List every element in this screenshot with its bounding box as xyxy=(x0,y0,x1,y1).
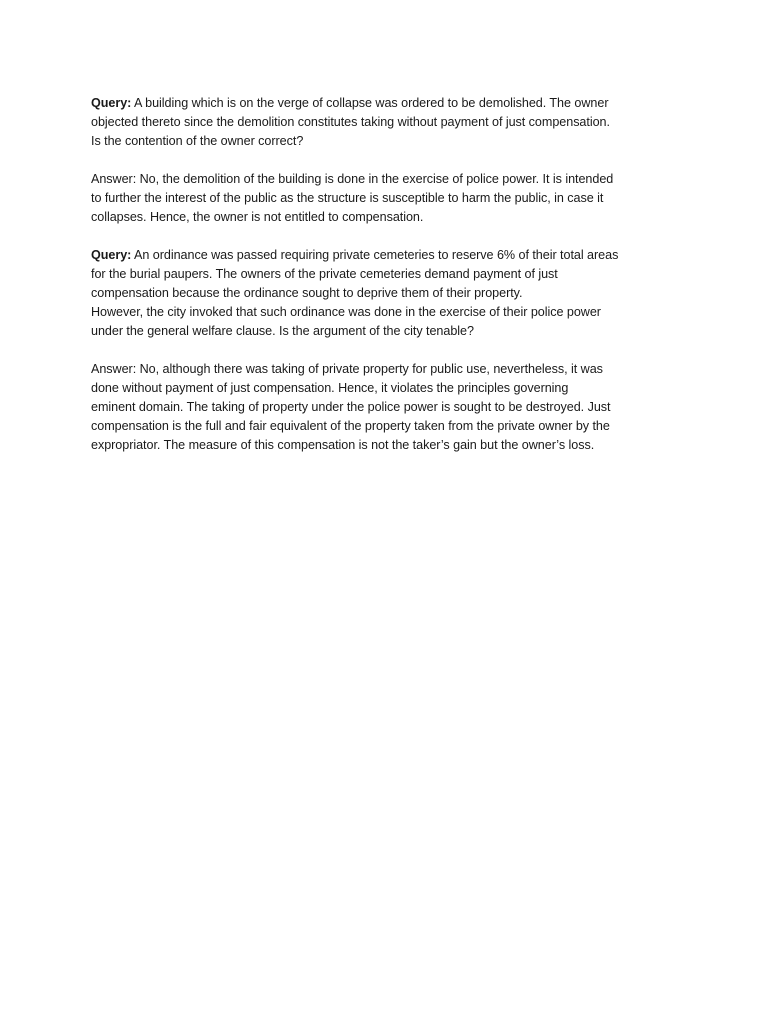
answer-2-line-3: eminent domain. The taking of property under the police power is sought to be destroyed. Just xyxy=(91,400,611,414)
query-2-label: Query: xyxy=(91,248,132,262)
query-1-line-3: Is the contention of the owner correct? xyxy=(91,134,304,148)
query-1-line-1 xyxy=(91,94,687,113)
query-1-paragraph xyxy=(91,94,687,151)
answer-2-line-1: Answer: No, although there was taking of private property for public use, nevertheless, it was xyxy=(91,362,603,376)
query-2-line-2: for the burial paupers. The owners of the private cemeteries demand payment of just xyxy=(91,267,558,281)
query-2-line-3: compensation because the ordinance sought to deprive them of their property. xyxy=(91,286,523,300)
query-2-line-5: under the general welfare clause. Is the argument of the city tenable? xyxy=(91,324,474,338)
answer-2-paragraph xyxy=(91,360,687,455)
answer-2-line-5: expropriator. The measure of this compensation is not the taker’s gain but the owner’s loss. xyxy=(91,438,595,452)
query-1-label: Query: xyxy=(91,96,132,110)
document-page xyxy=(91,94,687,455)
answer-1-line-2: to further the interest of the public as the structure is susceptible to harm the public, in case it xyxy=(91,191,604,205)
paragraph-spacer xyxy=(91,341,687,360)
paragraph-spacer xyxy=(91,227,687,246)
answer-1-line-1: Answer: No, the demolition of the building is done in the exercise of police power. It is intended xyxy=(91,172,614,186)
query-1-line-2: objected thereto since the demolition constitutes taking without payment of just compensation. xyxy=(91,115,610,129)
paragraph-spacer xyxy=(91,151,687,170)
query-2-line-1 xyxy=(91,246,687,265)
answer-2-line-2: done without payment of just compensation. Hence, it violates the principles governing xyxy=(91,381,569,395)
query-2-paragraph xyxy=(91,246,687,341)
query-2-text-1: An ordinance was passed requiring private cemeteries to reserve 6% of their total areas xyxy=(131,248,619,262)
answer-1-paragraph xyxy=(91,170,687,227)
answer-1-line-3: collapses. Hence, the owner is not entitled to compensation. xyxy=(91,210,424,224)
answer-2-line-4: compensation is the full and fair equivalent of the property taken from the private owner by the xyxy=(91,419,610,433)
query-1-text-1: A building which is on the verge of collapse was ordered to be demolished. The owner xyxy=(131,96,609,110)
query-2-line-4: However, the city invoked that such ordinance was done in the exercise of their police power xyxy=(91,305,601,319)
